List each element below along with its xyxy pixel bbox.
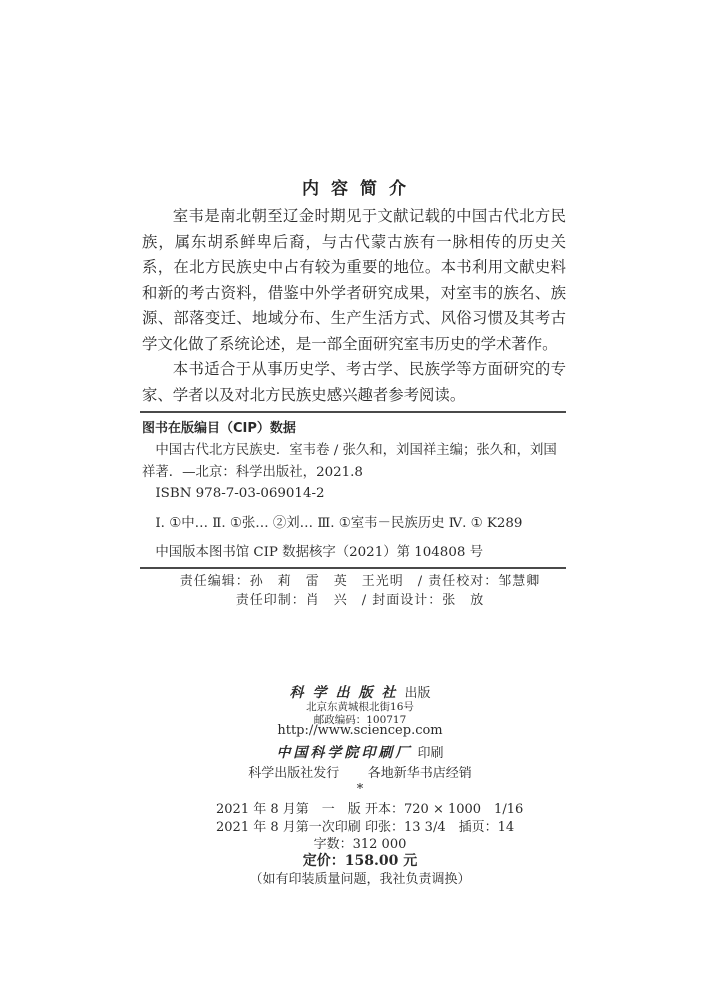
publisher-name: 科学出版社 — [289, 685, 405, 701]
cip-classification: Ⅰ. ①中… Ⅱ. ①张… ②刘… Ⅲ. ①室韦－民族历史 Ⅳ. ① K289 — [155, 515, 523, 531]
cip-record-number: 中国版本图书馆 CIP 数据核字（2021）第 104808 号 — [155, 545, 484, 560]
retailer: 各地新华书店经销 — [367, 766, 472, 781]
cip-heading: 图书在版编目（CIP）数据 — [142, 421, 296, 436]
cip-title-line: 中国古代北方民族史．室韦卷 / 张久和，刘国祥主编；张久和，刘国 — [155, 443, 557, 458]
sheets-info: 印张：13 3/4 插页：14 — [365, 820, 515, 835]
printer-line — [0, 742, 720, 762]
publisher-suffix: 出版 — [404, 686, 431, 701]
summary-title: 内容简介 — [302, 179, 418, 199]
cip-title-line-cont: 祥著．—北京：科学出版社，2021.8 — [142, 464, 363, 480]
credits-block — [0, 572, 720, 610]
credits-editors: 责任编辑：孙 莉 雷 英 王光明 / 责任校对：邹慧卿 — [179, 574, 541, 589]
distributor: 科学出版社发行 — [248, 766, 340, 781]
summary-paragraph: 室韦是南北朝至辽金时期见于文献记载的中国古代北方民族，属东胡系鲜卑后裔，与古代蒙古族有一脉相传的历史关系，在北方民族史中占有较为重要的地位。本书利用文献史料和新的考古资料，借鉴中外学者研究成果，对室韦的族名、族源、部落变迁、地域分布、生产生活方式、风俗习惯及其考古学文化做了系统论述，是一部全面研究室韦历史的学术著作。 — [142, 207, 566, 353]
summary-paragraph: 本书适合于从事历史学、考古学、民族学等方面研究的专家、学者以及对北方民族史感兴趣者参考阅读。 — [142, 360, 566, 404]
word-count: 字数：312 000 — [313, 837, 407, 852]
separator-asterisk: * — [356, 782, 364, 797]
publisher-postcode: 邮政编码：100717 — [313, 714, 407, 726]
distribution-line — [0, 762, 720, 781]
cip-isbn: ISBN 978-7-03-069014-2 — [155, 486, 325, 501]
cip-block — [142, 418, 566, 564]
cip-bottom-rule — [140, 567, 566, 569]
printer-suffix: 印刷 — [417, 746, 444, 761]
credits-production: 责任印制：肖 兴 / 封面设计：张 放 — [235, 593, 485, 608]
printer-name: 中国科学院印刷厂 — [276, 745, 413, 761]
summary-body — [142, 204, 566, 408]
cip-top-rule — [140, 411, 566, 413]
price: 定价：158.00 元 — [302, 853, 418, 869]
edition-info: 2021 年 8 月第 一 版 — [216, 802, 361, 817]
printing-info: 2021 年 8 月第一次印刷 — [216, 820, 361, 835]
quality-notice: （如有印装质量问题，我社负责调换） — [249, 872, 471, 887]
publisher-url: http://www.sciencep.com — [277, 723, 443, 738]
format-info: 开本：720 × 1000 1/16 — [365, 802, 524, 817]
publisher-address: 北京东黄城根北街16号 — [306, 701, 414, 713]
